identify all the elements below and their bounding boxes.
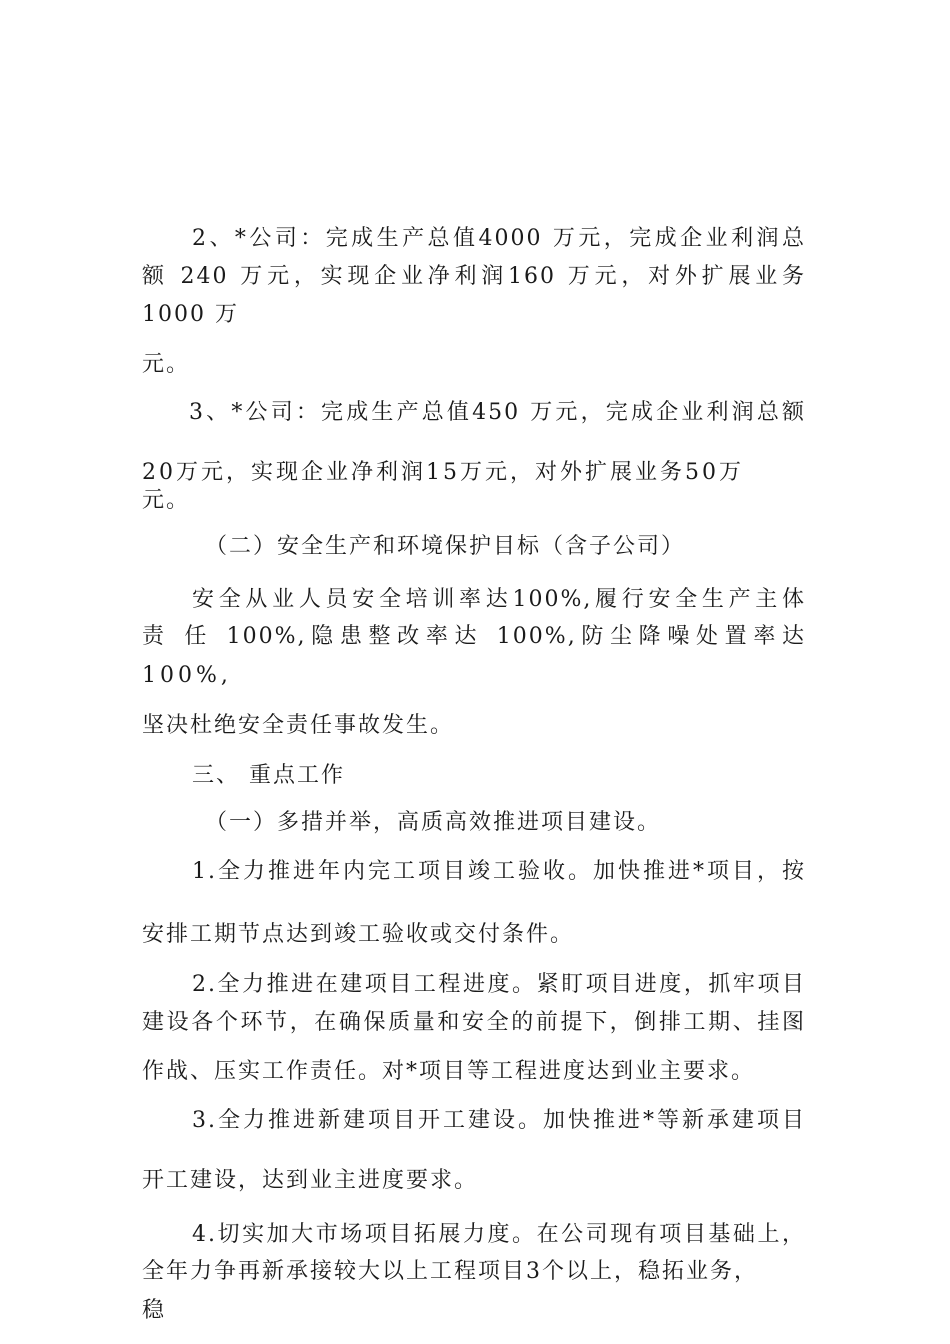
section-heading: 三、 重点工作: [192, 763, 345, 788]
text-line: 额 240 万元，实现企业净利润160 万元，对外扩展业务: [142, 264, 806, 289]
text-line: 作战、压实工作责任。对*项目等工程进度达到业主要求。: [142, 1059, 756, 1084]
text-line: 20万元，实现企业净利润15万元，对外扩展业务50万: [142, 460, 744, 485]
section-heading: （二）安全生产和环境保护目标（含子公司）: [205, 534, 686, 559]
text-line: 1.全力推进年内完工项目竣工验收。加快推进*项目，按: [192, 859, 806, 884]
text-line: 2.全力推进在建项目工程进度。紧盯项目进度，抓牢项目: [192, 972, 806, 997]
text-line: 1000 万: [142, 302, 239, 327]
text-line: 开工建设，达到业主进度要求。: [142, 1168, 479, 1193]
text-line: 4.切实加大市场项目拓展力度。在公司现有项目基础上，: [192, 1222, 806, 1247]
text-line: 稳: [142, 1298, 167, 1323]
text-line: 坚决杜绝安全责任事故发生。: [142, 713, 455, 738]
text-line: 元。: [142, 352, 191, 377]
text-line: 100%,: [142, 663, 232, 688]
text-line: 安排工期节点达到竣工验收或交付条件。: [142, 922, 575, 947]
text-line: 元。: [142, 488, 191, 513]
text-line: 2、*公司：完成生产总值4000 万元，完成企业利润总: [192, 226, 806, 251]
text-line: 建设各个环节，在确保质量和安全的前提下，倒排工期、挂图: [142, 1010, 806, 1035]
text-line: 安全从业人员安全培训率达100%,履行安全生产主体: [192, 587, 806, 612]
text-line: 3、*公司：完成生产总值450 万元，完成企业利润总额: [189, 400, 806, 425]
text-line: 3.全力推进新建项目开工建设。加快推进*等新承建项目: [192, 1108, 806, 1133]
text-line: 全年力争再新承接较大以上工程项目3个以上，稳拓业务，: [142, 1259, 758, 1284]
section-heading: （一）多措并举，高质高效推进项目建设。: [205, 810, 662, 835]
text-line: 责 任 100%,隐患整改率达 100%,防尘降噪处置率达: [142, 624, 806, 649]
